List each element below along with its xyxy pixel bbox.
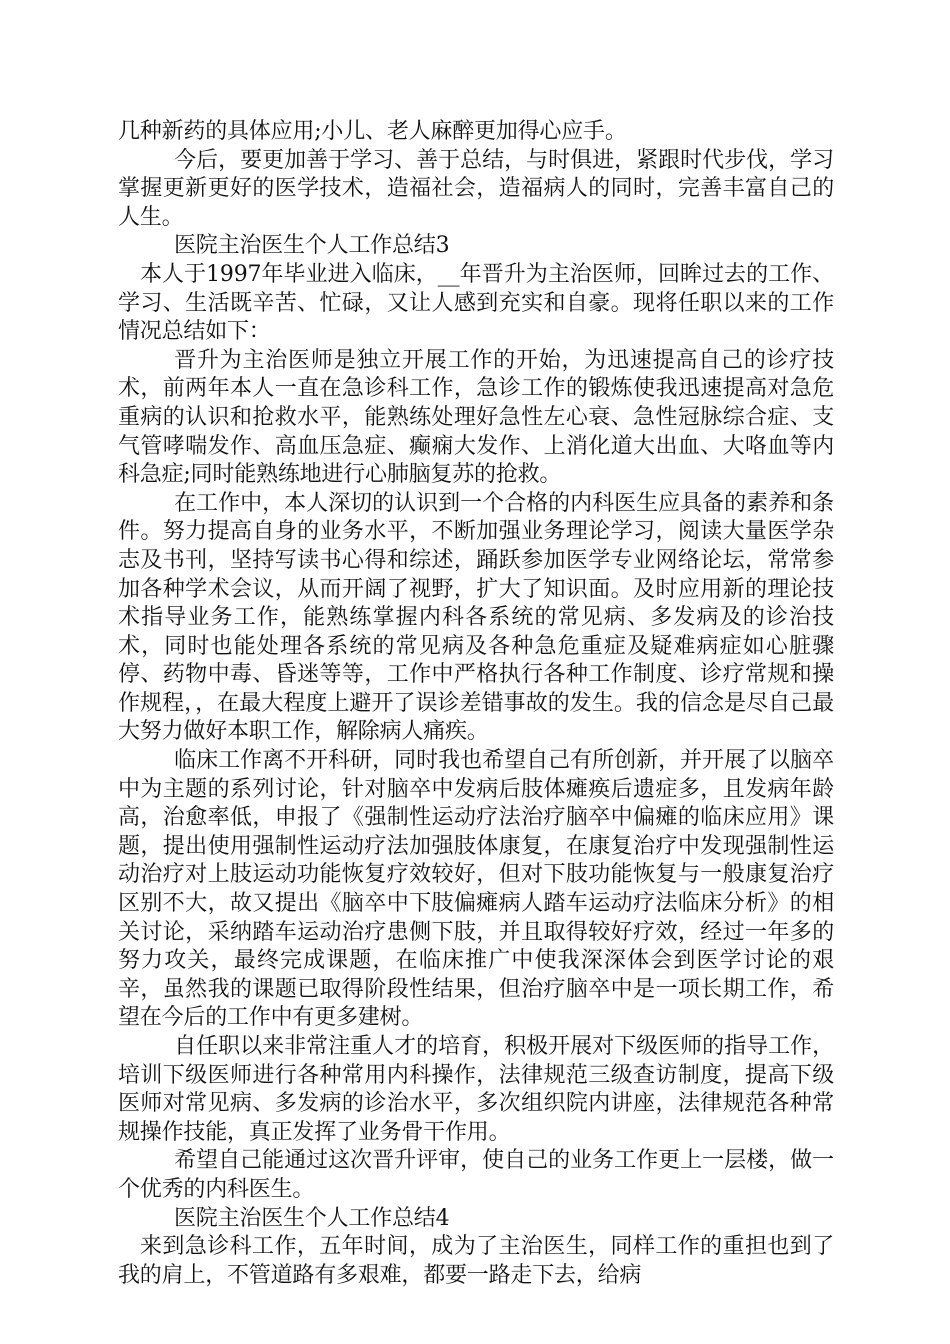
paragraph-future-plans: 今后，要更加善于学习、善于总结，与时俱进，紧跟时代步伐，学习掌握更新更好的医学技术，造福社会，造福病人的同时，完善丰富自己的人生。 [118,147,834,230]
paragraph-emergency-work: 晋升为主治医师是独立开展工作的开始，为迅速提高自己的诊疗技术，前两年本人一直在急诊科工作，急诊工作的锻炼使我迅速提高对急危重病的认识和抢救水平，能熟练处理好急性左心衰、急性冠脉综合症、支气管哮喘发作、高血压急症、癫痫大发作、上消化道大出血、大咯血等内科急症;同时能熟练地进行心肺脑复苏的抢救。 [118,347,834,488]
paragraph-research: 临床工作离不开科研，同时我也希望自己有所创新，并开展了以脑卒中为主题的系列讨论，针对脑卒中发病后肢体瘫痪后遗症多，且发病年龄高，治愈率低，申报了《强制性运动疗法治疗脑卒中偏瘫的临床应用》课题，提出使用强制性运动疗法加强肢体康复，在康复治疗中发现强制性运动治疗对上肢运动功能恢复疗效较好，但对下肢功能恢复与一般康复治疗区别不大，故又提出《脑卒中下肢偏瘫病人踏车运动疗法临床分析》的相关讨论，采纳踏车运动治疗患侧下肢，并且取得较好疗效，经过一年多的努力攻关，最终完成课题，在临床推广中使我深深体会到医学讨论的艰辛，虽然我的课题已取得阶段性结果，但治疗脑卒中是一项长期工作，希望在今后的工作中有更多建树。 [118,748,834,1031]
section-heading-3: 医院主治医生个人工作总结3 [174,233,450,259]
section-heading-4: 医院主治医生个人工作总结4 [174,1205,450,1231]
paragraph-intro-3: 本人于1997年毕业进入临床，__年晋升为主治医师，回眸过去的工作、学习、生活既辛苦、忙碌，又让人感到充实和自豪。现将任职以来的工作情况总结如下： [118,261,834,345]
document-body [118,118,834,1290]
paragraph-anesthesia-summary: 几种新药的具体应用;小儿、老人麻醉更加得心应手。 [118,119,627,144]
paragraph-hope: 希望自己能通过这次晋升评审，使自己的业务工作更上一层楼，做一个优秀的内科医生。 [118,1148,834,1202]
paragraph-training: 自任职以来非常注重人才的培育，积极开展对下级医师的指导工作，培训下级医师进行各种常用内科操作，法律规范三级查访制度，提高下级医师对常见病、多发病的诊治水平，多次组织院内讲座，法律规范各种常规操作技能，真正发挥了业务骨干作用。 [118,1034,834,1145]
paragraph-professional-study: 在工作中，本人深切的认识到一个合格的内科医生应具备的素养和条件。努力提高自身的业务水平，不断加强业务理论学习，阅读大量医学杂志及书刊，坚持写读书心得和综述，踊跃参加医学专业网络论坛，常常参加各种学术会议，从而开阔了视野，扩大了知识面。及时应用新的理论技术指导业务工作，能熟练掌握内科各系统的常见病、多发病及的诊治技术，同时也能处理各系统的常见病及各种急危重症及疑难病症如心脏骤停、药物中毒、昏迷等等，工作中严格执行各种工作制度、诊疗常规和操作规程，，在最大程度上避开了误诊差错事故的发生。我的信念是尽自己最大努力做好本职工作，解除病人痛疾。 [118,490,834,745]
paragraph-intro-4: 来到急诊科工作，五年时间，成为了主治医生，同样工作的重担也到了我的肩上，不管道路有多艰难，都要一路走下去，给病 [118,1234,834,1288]
